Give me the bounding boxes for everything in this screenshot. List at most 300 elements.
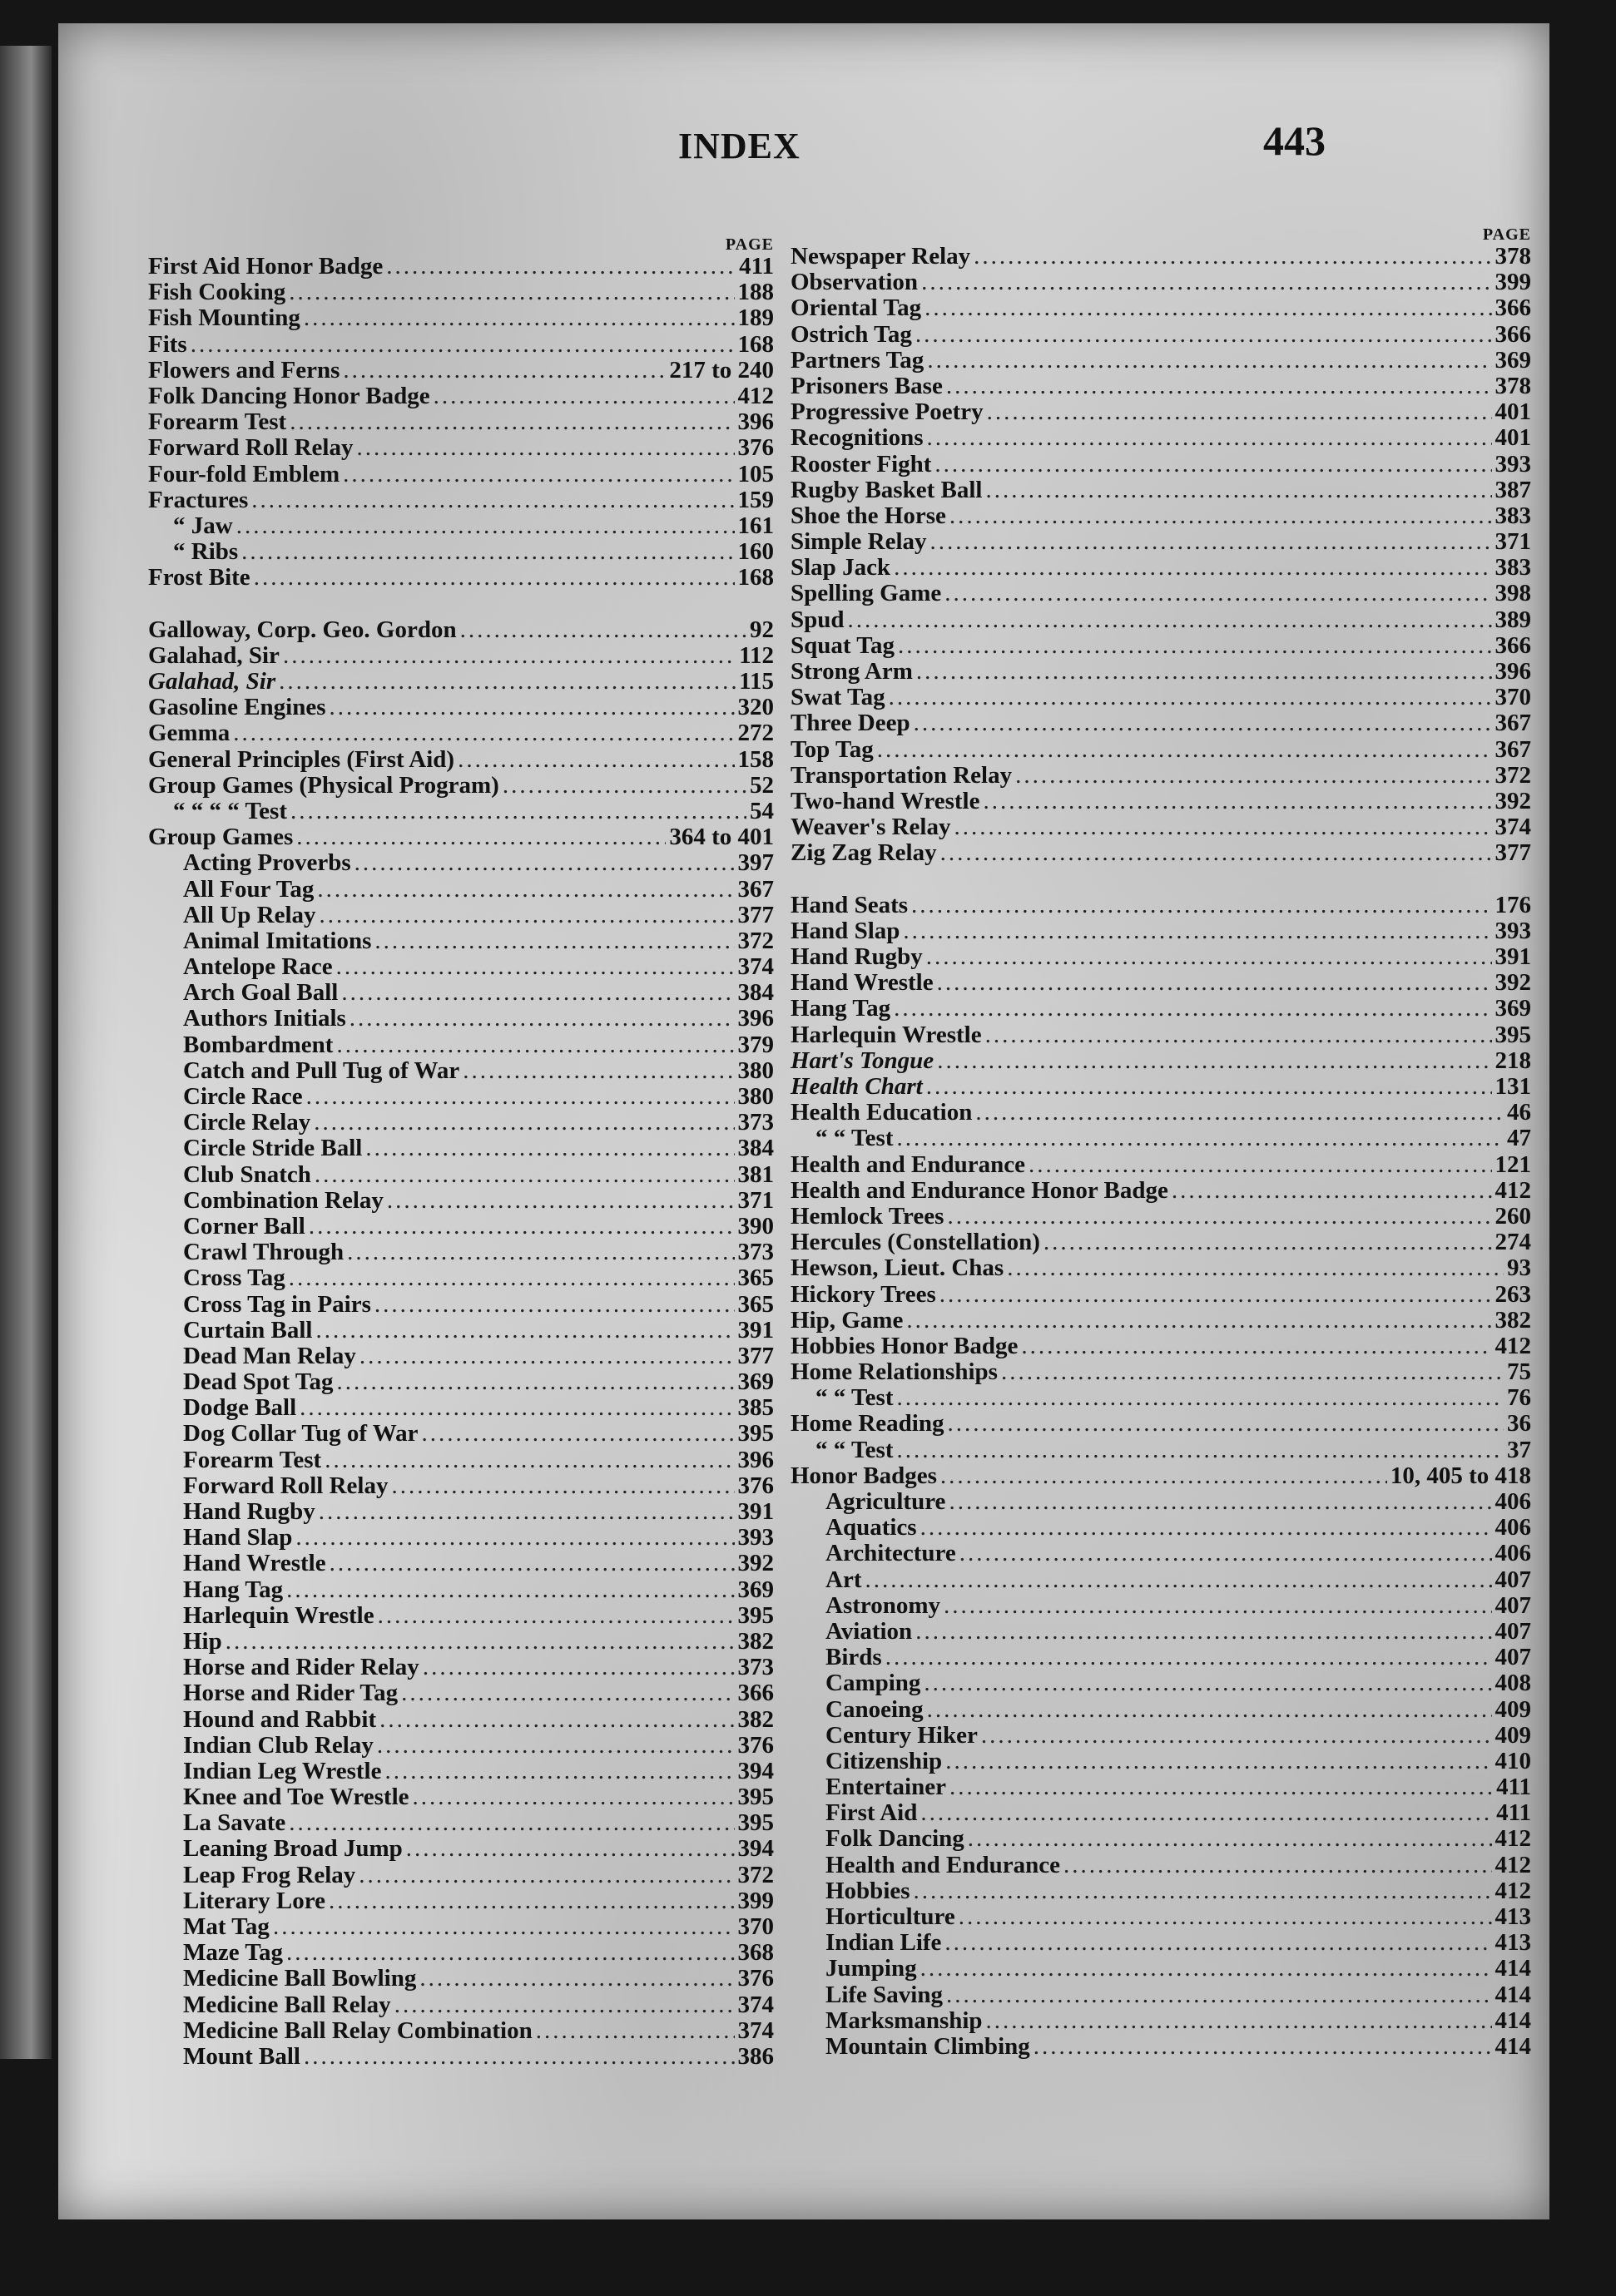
dot-leader [387, 1188, 735, 1214]
index-term: Cross Tag in Pairs [183, 1290, 371, 1318]
index-page-ref: 412 [1495, 1332, 1531, 1359]
index-term: Two-hand Wrestle [791, 787, 980, 814]
index-term: Hand Rugby [791, 943, 923, 971]
index-page-ref: 414 [1495, 1981, 1531, 2008]
index-page-ref: 168 [737, 564, 774, 591]
index-entry [148, 747, 774, 773]
dot-leader [329, 1888, 735, 1914]
index-term: Entertainer [825, 1774, 946, 1801]
index-page-ref: 37 [1507, 1436, 1531, 1463]
index-page-ref: 376 [737, 1965, 774, 1992]
index-term: “ “ Test [815, 1384, 894, 1412]
index-entry [148, 305, 774, 331]
index-entry [148, 720, 774, 746]
index-entry [148, 1655, 774, 1680]
index-term: Literary Lore [183, 1887, 325, 1914]
index-term: Corner Ball [183, 1212, 305, 1240]
index-page-ref: 412 [1495, 1825, 1531, 1853]
index-page-ref: 382 [1495, 1306, 1531, 1334]
index-term: Mount Ball [183, 2042, 300, 2070]
index-page-ref: 414 [1495, 2032, 1531, 2060]
dot-leader [536, 2018, 735, 2044]
index-page-ref: 414 [1495, 1955, 1531, 1982]
index-term: First Aid [825, 1799, 918, 1827]
index-entry [791, 1956, 1531, 1982]
index-entry [791, 555, 1531, 581]
dot-leader [314, 1110, 734, 1136]
index-entry [148, 903, 774, 928]
index-term: Home Relationships [791, 1358, 998, 1386]
index-term: Camping [825, 1670, 921, 1697]
index-term: Dead Man Relay [183, 1342, 356, 1369]
dot-leader [316, 1318, 735, 1343]
index-entry [148, 1343, 774, 1369]
index-term: Hand Seats [791, 891, 909, 918]
index-term: Swat Tag [791, 684, 885, 711]
index-entry [791, 244, 1531, 270]
index-entry [791, 399, 1531, 425]
index-term: Indian Leg Wrestle [183, 1757, 382, 1784]
index-page-ref: 407 [1495, 1644, 1531, 1671]
index-page-ref: 93 [1507, 1254, 1531, 1282]
dot-leader [896, 1437, 1504, 1463]
index-term: Bombardment [183, 1031, 334, 1058]
index-entry [148, 1214, 774, 1240]
index-term: Hound and Rabbit [183, 1705, 377, 1733]
index-entry [148, 1110, 774, 1136]
index-term: Aviation [825, 1617, 913, 1645]
index-page-ref: 407 [1495, 1566, 1531, 1593]
index-term: Circle Relay [183, 1109, 311, 1136]
dot-leader [434, 383, 735, 409]
index-entry [791, 2034, 1531, 2060]
index-page-ref: 217 to 240 [669, 356, 774, 383]
index-page-ref: 47 [1507, 1125, 1531, 1152]
index-entry [148, 980, 774, 1006]
index-page-ref: 408 [1495, 1670, 1531, 1697]
index-page-ref: 372 [737, 1861, 774, 1888]
dot-leader [286, 1940, 734, 1966]
index-entry [148, 358, 774, 383]
index-page-ref: 367 [1495, 710, 1531, 737]
index-page-ref: 112 [739, 641, 774, 669]
index-page-ref: 160 [737, 538, 774, 566]
index-term: All Four Tag [183, 875, 315, 903]
dot-leader [937, 970, 1492, 996]
dot-leader [926, 944, 1492, 970]
index-page-ref: 395 [737, 1809, 774, 1837]
facing-page-edge [0, 46, 52, 2059]
index-term: Jumping [825, 1955, 917, 1982]
index-page-ref: 272 [737, 720, 774, 747]
index-term: Mountain Climbing [825, 2032, 1030, 2060]
index-term: Hickory Trees [791, 1280, 936, 1308]
index-term: Frost Bite [148, 564, 250, 591]
index-page-ref: 395 [737, 1784, 774, 1811]
page-number: 443 [1263, 117, 1326, 164]
running-head: INDEX [678, 126, 801, 166]
index-page-ref: 413 [1495, 1903, 1531, 1930]
index-page-ref: 396 [737, 1005, 774, 1032]
index-page-ref: 412 [1495, 1877, 1531, 1904]
index-term: Forward Roll Relay [148, 434, 354, 462]
dot-leader [877, 737, 1492, 763]
index-page-ref: 409 [1495, 1695, 1531, 1723]
dot-leader [374, 928, 734, 954]
dot-leader [289, 280, 734, 305]
index-entry [148, 954, 774, 980]
index-entry [148, 1240, 774, 1265]
dot-leader [406, 1836, 735, 1862]
dot-leader [422, 1421, 735, 1447]
index-page-ref: 374 [737, 2016, 774, 2044]
index-term: Rugby Basket Ball [791, 476, 983, 503]
index-entry [791, 322, 1531, 348]
dot-leader [458, 747, 734, 773]
index-term: Hobbies Honor Badge [791, 1332, 1019, 1359]
index-entry [148, 928, 774, 954]
index-term: Hercules (Constellation) [791, 1229, 1040, 1256]
dot-leader [343, 358, 666, 383]
dot-leader [954, 814, 1491, 840]
index-term: Home Reading [791, 1410, 944, 1437]
index-term: “ Ribs [173, 538, 239, 566]
index-term: Partners Tag [791, 346, 924, 374]
dot-leader [289, 1810, 734, 1836]
index-term: Health Chart [791, 1073, 923, 1100]
index-term: Fish Mounting [148, 304, 300, 332]
index-page-ref: 382 [737, 1705, 774, 1733]
index-entry [791, 1541, 1531, 1566]
index-page-ref: 380 [737, 1083, 774, 1110]
index-term: Hand Rugby [183, 1498, 315, 1525]
index-page-ref: 407 [1495, 1591, 1531, 1619]
index-page-ref: 395 [1495, 1021, 1531, 1048]
index-term: Medicine Ball Relay Combination [183, 2016, 533, 2044]
index-page-ref: 411 [739, 253, 774, 280]
index-page-ref: 168 [737, 330, 774, 358]
dot-leader [974, 244, 1491, 270]
index-page-ref: 377 [737, 901, 774, 928]
index-page-ref: 131 [1495, 1073, 1531, 1100]
index-page-ref: 385 [737, 1394, 774, 1422]
dot-leader [924, 295, 1491, 321]
index-term: Knee and Toe Wrestle [183, 1784, 409, 1811]
index-page-ref: 371 [1495, 528, 1531, 556]
index-page-ref: 395 [737, 1601, 774, 1629]
index-term: Dodge Ball [183, 1394, 297, 1422]
index-term: Honor Badges [791, 1462, 937, 1489]
index-page-ref: 105 [737, 460, 774, 487]
dot-leader [896, 1385, 1504, 1411]
index-entry [791, 503, 1531, 529]
index-term: Top Tag [791, 735, 874, 763]
index-page-ref: 369 [737, 1368, 774, 1396]
index-page-ref: 376 [737, 1472, 774, 1499]
dot-leader [304, 2044, 735, 2070]
index-entry [148, 877, 774, 903]
index-term: Catch and Pull Tug of War [183, 1056, 460, 1084]
index-page-ref: 76 [1507, 1384, 1531, 1412]
index-page-ref: 376 [737, 434, 774, 462]
index-page-ref: 412 [737, 382, 774, 409]
dot-leader [309, 1214, 735, 1240]
index-term: Recognitions [791, 424, 924, 452]
index-entry [148, 254, 774, 280]
dot-leader [377, 1733, 735, 1759]
dot-leader [1007, 1255, 1504, 1281]
index-entry [148, 1369, 774, 1395]
index-term: Hip, Game [791, 1306, 904, 1334]
index-page-ref: 414 [1495, 2007, 1531, 2034]
index-term: First Aid Honor Badge [148, 253, 384, 280]
dot-leader [920, 1800, 1493, 1826]
dot-leader [947, 1411, 1504, 1437]
dot-leader [949, 503, 1492, 529]
index-page-ref: 380 [737, 1056, 774, 1084]
dot-leader [343, 462, 734, 487]
index-term: Hang Tag [791, 995, 891, 1022]
dot-leader [959, 1541, 1492, 1566]
index-term: Marksmanship [825, 2007, 983, 2034]
index-term: Health and Endurance [825, 1851, 1060, 1878]
index-term: Hand Wrestle [183, 1550, 326, 1577]
index-entry [791, 1515, 1531, 1541]
index-entry [148, 773, 774, 799]
index-page-ref: 401 [1495, 424, 1531, 452]
dot-leader [930, 529, 1492, 555]
index-entry [791, 1463, 1531, 1489]
index-term: Folk Dancing [825, 1825, 964, 1853]
index-entry [148, 1836, 774, 1862]
index-term: Health Education [791, 1099, 973, 1126]
index-term: Rooster Fight [791, 450, 932, 478]
index-entry [148, 280, 774, 305]
index-page-ref: 373 [737, 1109, 774, 1136]
index-page-ref: 396 [1495, 658, 1531, 685]
dot-leader [295, 1525, 734, 1551]
dot-leader [289, 1265, 735, 1291]
index-entry [148, 1759, 774, 1784]
index-page-ref: 188 [737, 279, 774, 306]
dot-leader [419, 1966, 734, 1992]
dot-leader [386, 254, 736, 280]
index-entry [148, 1395, 774, 1421]
index-page-ref: 406 [1495, 1488, 1531, 1515]
index-term: “ Jaw [173, 512, 233, 539]
dot-leader [986, 2008, 1492, 2034]
index-term: Galahad, Sir [148, 641, 280, 669]
index-term: Astronomy [825, 1591, 941, 1619]
index-entry [791, 1126, 1531, 1151]
index-page-ref: 392 [1495, 787, 1531, 814]
dot-leader [374, 1292, 735, 1318]
dot-leader [927, 1697, 1492, 1723]
index-term: Oriental Tag [791, 294, 922, 322]
dot-leader [273, 1914, 735, 1940]
index-term: Strong Arm [791, 658, 913, 685]
index-term: Forward Roll Relay [183, 1472, 389, 1499]
index-page-ref: 320 [737, 694, 774, 721]
index-term: Three Deep [791, 710, 910, 737]
index-term: Antelope Race [183, 953, 333, 981]
index-entry [148, 1525, 774, 1551]
index-term: Hand Slap [791, 917, 900, 944]
index-term: Observation [791, 269, 919, 296]
dot-leader [391, 1473, 734, 1499]
index-entry [148, 539, 774, 565]
index-entry [791, 1723, 1531, 1749]
index-page-ref: 176 [1495, 891, 1531, 918]
dot-leader [916, 659, 1492, 685]
index-entry [791, 1204, 1531, 1230]
dot-leader [894, 555, 1491, 581]
index-page-ref: 365 [737, 1264, 774, 1292]
dot-leader [336, 1032, 734, 1058]
index-entry [791, 1982, 1531, 2008]
index-page-ref: 391 [737, 1498, 774, 1525]
index-entry [791, 996, 1531, 1022]
index-page-ref: 369 [1495, 346, 1531, 374]
dot-leader [1021, 1334, 1491, 1359]
index-term: Harlequin Wrestle [791, 1021, 982, 1048]
index-entry [148, 1162, 774, 1188]
index-entry [791, 374, 1531, 399]
dot-leader [939, 1282, 1492, 1308]
index-entry [148, 1421, 774, 1447]
index-page-ref: 52 [750, 771, 774, 799]
dot-leader [898, 633, 1492, 659]
dot-leader [934, 452, 1491, 478]
index-column-left [148, 235, 774, 2070]
index-entry [791, 685, 1531, 710]
index-page-ref: 411 [1496, 1799, 1531, 1827]
index-entry [148, 1318, 774, 1343]
dot-leader [911, 893, 1491, 918]
index-entry [148, 1707, 774, 1733]
index-term: Health and Endurance [791, 1150, 1025, 1178]
index-term: Galahad, Sir [148, 668, 276, 695]
index-entry [791, 970, 1531, 996]
index-entry [148, 462, 774, 487]
index-entry [148, 435, 774, 461]
index-entry [791, 633, 1531, 659]
dot-leader [290, 409, 734, 435]
index-term: Hand Wrestle [791, 969, 934, 997]
index-term: Hobbies [825, 1877, 910, 1904]
index-term: Progressive Poetry [791, 398, 984, 426]
index-term: Spud [791, 606, 845, 633]
dot-leader [325, 1447, 734, 1473]
index-entry [148, 1499, 774, 1525]
dot-leader [304, 305, 735, 331]
index-term: Indian Club Relay [183, 1731, 374, 1759]
index-entry [148, 1992, 774, 2018]
index-entry [148, 1914, 774, 1940]
dot-leader [354, 850, 735, 876]
dot-leader [1015, 763, 1491, 789]
dot-leader [336, 954, 735, 980]
index-page-ref: 413 [1495, 1929, 1531, 1957]
index-entry [791, 893, 1531, 918]
index-term: Newspaper Relay [791, 243, 971, 270]
section-gap [148, 591, 774, 616]
index-entry [791, 1100, 1531, 1126]
dot-leader [320, 903, 735, 928]
index-entry [791, 1800, 1531, 1826]
index-page-ref: 382 [737, 1627, 774, 1655]
index-page-ref: 378 [1495, 372, 1531, 399]
index-entry [148, 1966, 774, 1992]
dot-leader [413, 1784, 735, 1810]
index-page-ref: 366 [737, 1680, 774, 1707]
dot-leader [296, 824, 666, 850]
index-term: Citizenship [825, 1747, 943, 1774]
index-term: Agriculture [825, 1488, 946, 1515]
index-term: Century Hiker [825, 1721, 978, 1749]
index-term: Curtain Ball [183, 1316, 313, 1343]
index-page-ref: 389 [1495, 606, 1531, 633]
index-term: Spelling Game [791, 580, 942, 607]
index-entry [791, 1255, 1531, 1281]
index-page-ref: 260 [1495, 1202, 1531, 1230]
index-page-ref: 161 [737, 512, 774, 539]
index-entry [791, 1282, 1531, 1308]
index-term: Maze Tag [183, 1939, 284, 1967]
index-term: Art [825, 1566, 862, 1593]
index-entry [148, 824, 774, 850]
dot-leader [968, 1826, 1492, 1852]
index-page-ref: 36 [1507, 1410, 1531, 1437]
dot-leader [921, 270, 1491, 295]
dot-leader [959, 1904, 1492, 1930]
index-entry [791, 295, 1531, 321]
index-entry [148, 2044, 774, 2070]
dot-leader [915, 322, 1492, 348]
index-entry [148, 1032, 774, 1058]
page-column-label: PAGE [1482, 225, 1531, 244]
dot-leader [233, 720, 734, 746]
index-page-ref: 407 [1495, 1617, 1531, 1645]
index-page-ref: 387 [1495, 476, 1531, 503]
dot-leader [241, 539, 734, 565]
index-entry [148, 1577, 774, 1603]
dot-leader [987, 399, 1492, 425]
index-page-ref: 395 [737, 1420, 774, 1447]
index-entry [791, 737, 1531, 763]
index-page-ref: 377 [1495, 839, 1531, 867]
index-term: Horse and Rider Relay [183, 1654, 419, 1681]
index-page-ref: 374 [1495, 814, 1531, 841]
index-page-ref: 369 [1495, 995, 1531, 1022]
dot-leader [385, 1759, 735, 1784]
index-entry [791, 1178, 1531, 1204]
index-entry [148, 1733, 774, 1759]
dot-leader [915, 1619, 1491, 1645]
index-page-ref: 373 [737, 1654, 774, 1681]
index-entry [791, 452, 1531, 478]
dot-leader [975, 1100, 1504, 1126]
index-page-ref: 158 [737, 745, 774, 773]
index-page-ref: 10, 405 to 418 [1390, 1462, 1531, 1489]
index-term: Transportation Relay [791, 761, 1013, 789]
index-entry [791, 1878, 1531, 1904]
index-page-ref: 386 [737, 2042, 774, 2070]
index-page-ref: 218 [1495, 1047, 1531, 1074]
index-term: Horse and Rider Tag [183, 1680, 399, 1707]
index-term: Flowers and Ferns [148, 356, 340, 383]
index-entry [148, 695, 774, 720]
